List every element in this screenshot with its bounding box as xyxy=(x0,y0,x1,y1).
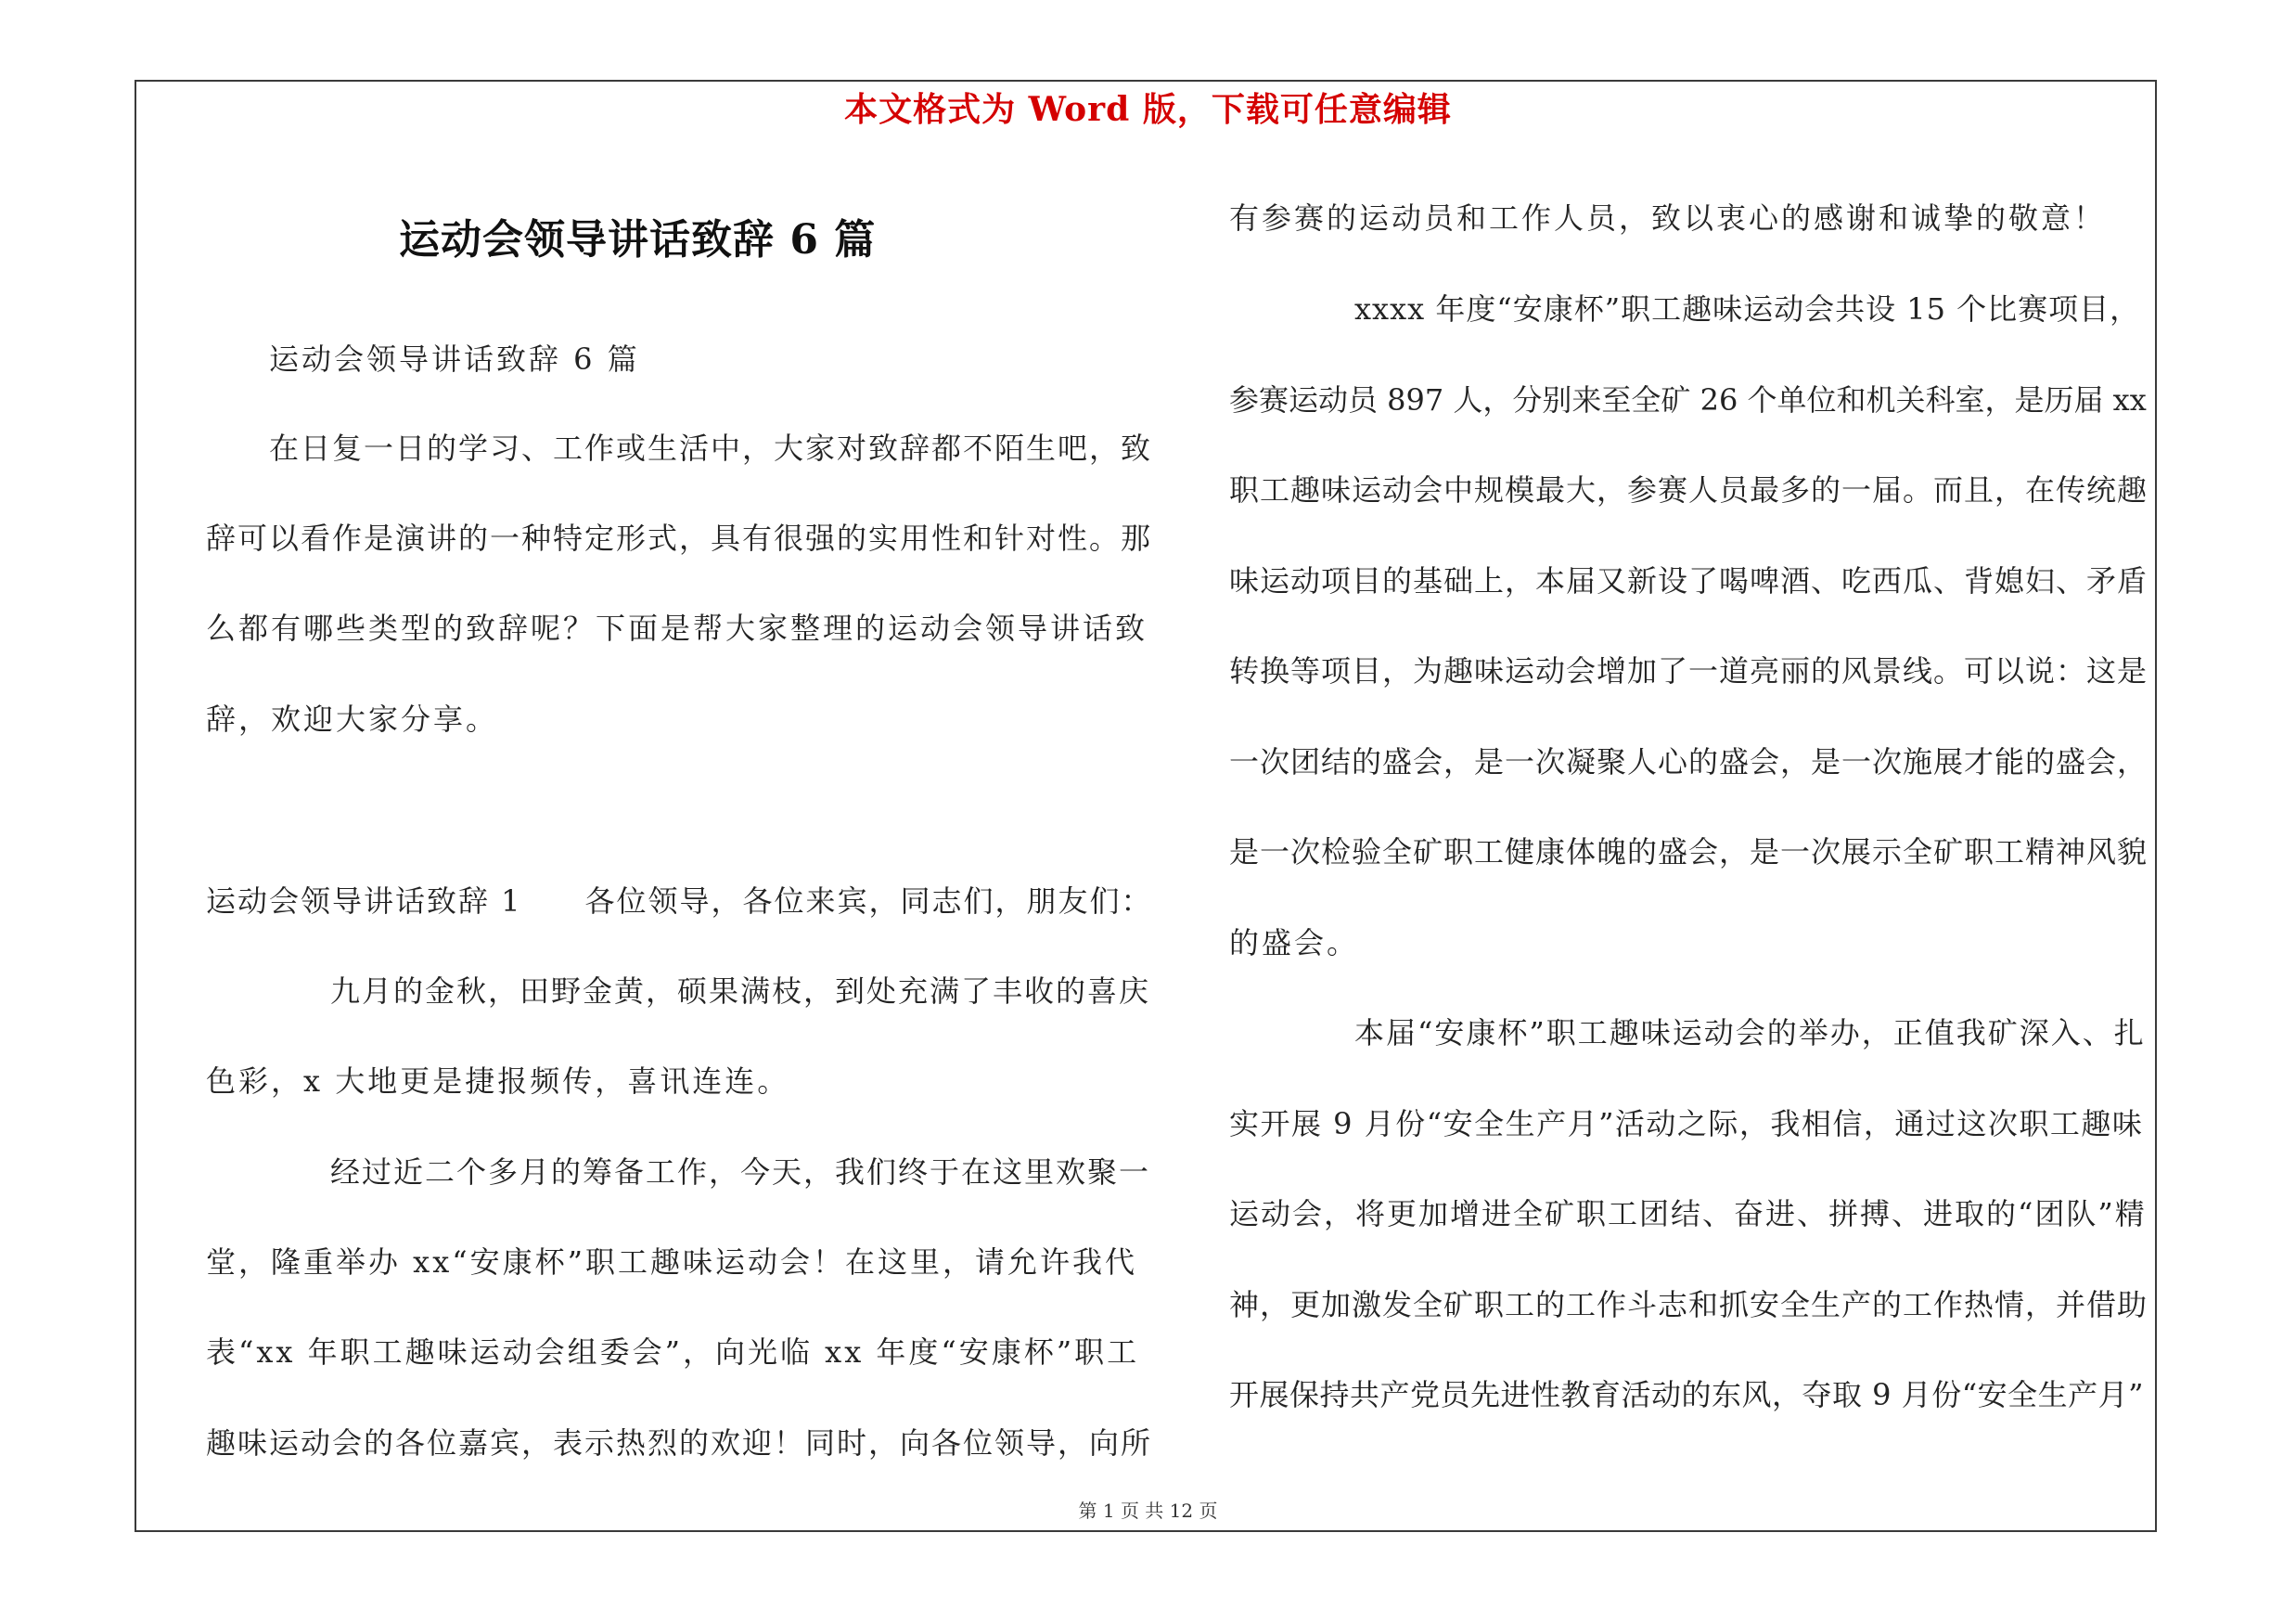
paragraph-line: 神，更加激发全矿职工的工作斗志和抓安全生产的工作热情，并借助 xyxy=(1229,1287,2148,1322)
paragraph-line: 运动会领导讲话致辞 1 各位领导，各位来宾，同志们，朋友们： xyxy=(206,883,1153,919)
paragraph-line: 本届“安康杯”职工趣味运动会的举办，正值我矿深入、扎 xyxy=(1354,1015,2146,1050)
paragraph-line: 么都有哪些类型的致辞呢？下面是帮大家整理的运动会领导讲话致 xyxy=(206,611,1148,646)
paragraph-line: 堂，隆重举办 xx“安康杯”职工趣味运动会！在这里，请允许我代 xyxy=(206,1244,1137,1280)
paragraph-line: xxxx 年度“安康杯”职工趣味运动会共设 15 个比赛项目， xyxy=(1354,291,2141,327)
paragraph-line: 职工趣味运动会中规模最大，参赛人员最多的一届。而且，在传统趣 xyxy=(1229,472,2148,508)
paragraph-line: 在日复一日的学习、工作或生活中，大家对致辞都不陌生吧，致 xyxy=(269,431,1153,466)
page-number-footer: 第 1 页 共 12 页 xyxy=(1078,1500,1218,1522)
paragraph-line: 是一次检验全矿职工健康体魄的盛会，是一次展示全矿职工精神风貌 xyxy=(1229,834,2148,869)
paragraph-line: 经过近二个多月的筹备工作，今天，我们终于在这里欢聚一 xyxy=(330,1154,1151,1190)
paragraph-line: 实开展 9 月份“安全生产月”活动之际，我相信，通过这次职工趣味 xyxy=(1229,1106,2144,1141)
paragraph-line: 运动会，将更加增进全矿职工团结、奋进、拼搏、进取的“团队”精 xyxy=(1229,1196,2147,1231)
paragraph-line: 转换等项目，为趣味运动会增加了一道亮丽的风景线。可以说：这是 xyxy=(1229,653,2148,689)
document-title: 运动会领导讲话致辞 6 篇 xyxy=(399,216,877,264)
paragraph-line: 一次团结的盛会，是一次凝聚人心的盛会，是一次施展才能的盛会， xyxy=(1229,744,2148,779)
paragraph-line: 辞可以看作是演讲的一种特定形式，具有很强的实用性和针对性。那 xyxy=(206,521,1153,556)
paragraph-line: 九月的金秋，田野金黄，硕果满枝，到处充满了丰收的喜庆 xyxy=(330,973,1151,1009)
paragraph-line: 的盛会。 xyxy=(1229,925,1360,960)
paragraph-line: 味运动项目的基础上，本届又新设了喝啤酒、吃西瓜、背媳妇、矛盾 xyxy=(1229,563,2148,599)
paragraph-line: 运动会领导讲话致辞 6 篇 xyxy=(269,341,640,377)
paragraph-line: 趣味运动会的各位嘉宾，表示热烈的欢迎！同时，向各位领导，向所 xyxy=(206,1425,1153,1461)
format-banner: 本文格式为 Word 版，下载可任意编辑 xyxy=(844,90,1452,129)
paragraph-line: 辞，欢迎大家分享。 xyxy=(206,702,499,737)
paragraph-line: 有参赛的运动员和工作人员，致以衷心的感谢和诚挚的敬意！ xyxy=(1229,200,2107,236)
paragraph-line: 开展保持共产党员先进性教育活动的东风，夺取 9 月份“安全生产月” xyxy=(1229,1377,2144,1412)
paragraph-line: 色彩，x 大地更是捷报频传，喜讯连连。 xyxy=(206,1063,790,1099)
paragraph-line: 表“xx 年职工趣味运动会组委会”，向光临 xx 年度“安康杯”职工 xyxy=(206,1334,1140,1370)
paragraph-line: 参赛运动员 897 人，分别来至全矿 26 个单位和机关科室，是历届 xx xyxy=(1229,382,2147,418)
